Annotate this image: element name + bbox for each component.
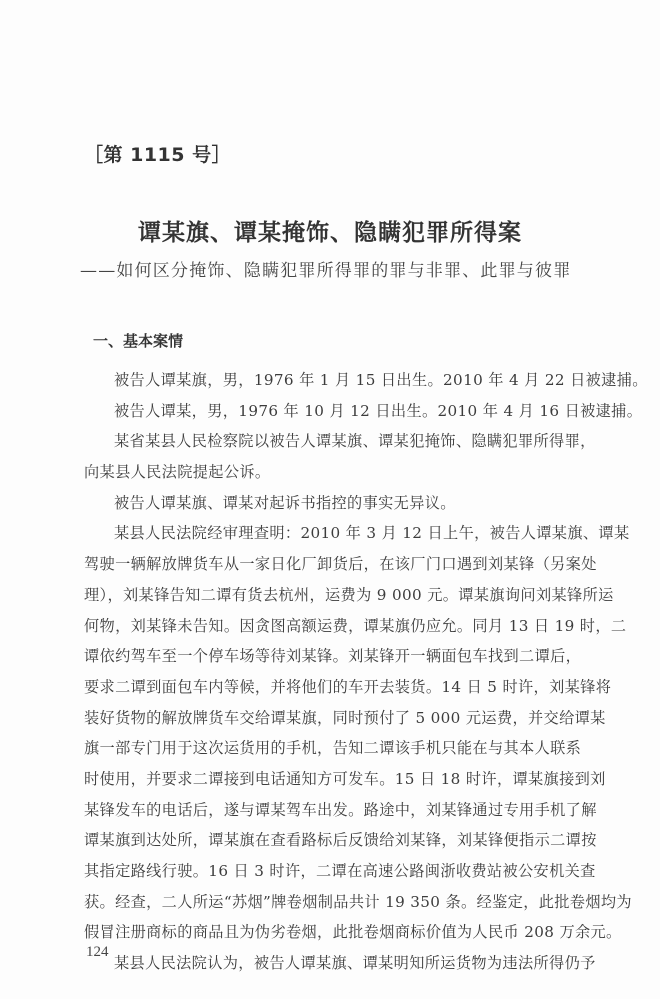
paragraph-line: 假冒注册商标的商品且为伪劣卷烟，此批卷烟商标价值为人民币 208 万余元。: [84, 923, 622, 942]
case-subtitle: ——如何区分掩饰、隐瞒犯罪所得罪的罪与非罪、此罪与彼罪: [80, 261, 572, 281]
case-number: ［第 1115 号］: [84, 144, 232, 166]
body-text: [84, 365, 648, 979]
paragraph-line: 要求二谭到面包车内等候，并将他们的车开去装货。14 日 5 时许，刘某锋将: [84, 677, 612, 696]
paragraph-line: 被告人谭某，男，1976 年 10 月 12 日出生。2010 年 4 月 16 日被逮捕。: [114, 401, 643, 420]
paragraph-line: 被告人谭某旗，男，1976 年 1 月 15 日出生。2010 年 4 月 22 日被逮捕。: [114, 371, 648, 389]
paragraph-line: 何物，刘某锋未告知。因贪图高额运费，谭某旗仍应允。同月 13 日 19 时，二: [84, 616, 627, 635]
paragraph-line: 时使用，并要求二谭接到电话通知方可发车。15 日 18 时许，谭某旗接到刘: [84, 769, 606, 788]
paragraph-line: 其指定路线行驶。16 日 3 时许，二谭在高速公路闽浙收费站被公安机关查: [84, 862, 596, 880]
paragraph-line: 某县人民法院经审理查明：2010 年 3 月 12 日上午，被告人谭某旗、谭某: [114, 524, 630, 543]
section-heading: 一、基本案情: [93, 332, 184, 350]
paragraph-line: 旗一部专门用于这次运货用的手机，告知二谭该手机只能在与其本人联系: [84, 739, 582, 758]
paragraph-line: 某县人民法院认为，被告人谭某旗、谭某明知所运货物为违法所得仍予: [114, 954, 596, 973]
paragraph-line: 谭某旗到达处所，谭某旗在查看路标后反馈给刘某锋，刘某锋便指示二谭按: [84, 831, 597, 850]
paragraph-line: 被告人谭某旗、谭某对起诉书指控的事实无异议。: [114, 493, 456, 512]
page-number: 124: [86, 944, 109, 960]
paragraph-line: 谭依约驾车至一个停车场等待刘某锋。刘某锋开一辆面包车找到二谭后，: [84, 647, 582, 666]
paragraph-line: 向某县人民法院提起公诉。: [84, 463, 271, 482]
case-title: 谭某旗、谭某掩饰、隐瞒犯罪所得案: [138, 219, 522, 246]
paragraph-line: 获。经查，二人所运“苏烟”牌卷烟制品共计 19 350 条。经鉴定，此批卷烟均为: [84, 892, 632, 911]
paragraph-line: 某省某县人民检察院以被告人谭某旗、谭某犯掩饰、隐瞒犯罪所得罪，: [114, 432, 596, 451]
paragraph-line: 驾驶一辆解放牌货车从一家日化厂卸货后，在该厂门口遇到刘某锋（另案处: [84, 555, 597, 574]
paragraph-line: 某锋发车的电话后，遂与谭某驾车出发。路途中，刘某锋通过专用手机了解: [84, 800, 597, 819]
paragraph-line: 装好货物的解放牌货车交给谭某旗，同时预付了 5 000 元运费，并交给谭某: [84, 708, 606, 727]
paragraph-line: 理），刘某锋告知二谭有货去杭州，运费为 9 000 元。谭某旗询问刘某锋所运: [84, 585, 614, 604]
